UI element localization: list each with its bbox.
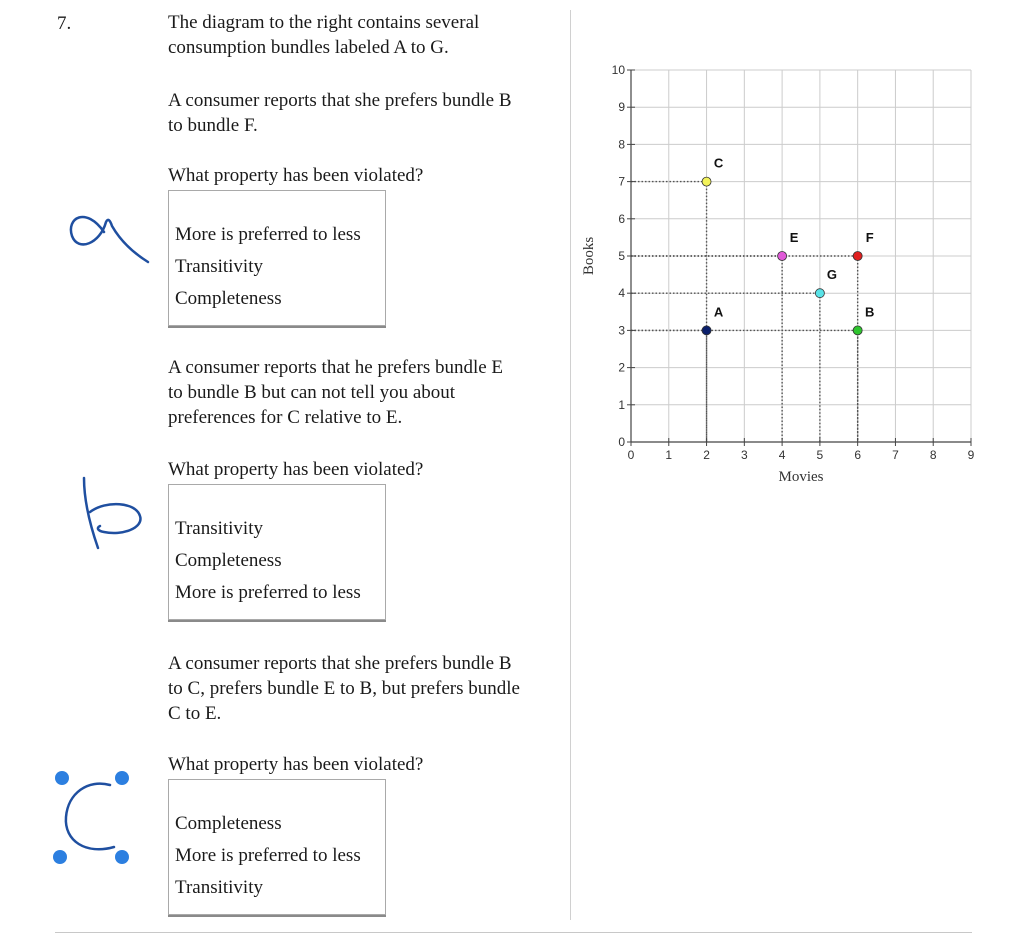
y-tick-label: 5 <box>618 249 625 263</box>
column-divider <box>570 10 571 920</box>
selection-handle[interactable] <box>115 850 129 864</box>
bottom-divider <box>55 932 972 933</box>
part-a-statement-line: to bundle F. <box>168 115 258 136</box>
handwritten-b-mark <box>70 470 160 560</box>
part-b-statement-line: preferences for C relative to E. <box>168 407 403 428</box>
x-tick-label: 0 <box>627 448 635 462</box>
y-tick-label: 3 <box>618 323 625 338</box>
part-a-statement <box>168 88 568 138</box>
chart-axes <box>612 63 975 462</box>
y-tick-label: 9 <box>618 100 625 115</box>
x-tick-label: 8 <box>929 448 937 462</box>
bundle-point-a <box>702 326 711 335</box>
y-tick-label: 4 <box>618 286 625 301</box>
bundle-label-e: E <box>789 230 799 245</box>
part-b-choice-list <box>168 484 386 620</box>
bundle-label-a: A <box>713 304 724 320</box>
selection-handle[interactable] <box>115 771 129 785</box>
part-c-prompt: What property has been violated? <box>168 754 424 775</box>
part-b-option-2[interactable]: Completeness <box>175 550 282 571</box>
part-c-statement <box>168 651 568 726</box>
x-tick-label: 6 <box>854 448 862 462</box>
bundle-point-g <box>815 289 824 298</box>
x-tick-label: 5 <box>816 448 824 462</box>
part-c-option-3[interactable]: Transitivity <box>175 877 263 898</box>
part-c-statement-line: A consumer reports that she prefers bundle B <box>168 653 512 674</box>
bundle-label-f: F <box>865 230 874 245</box>
bundle-label-c: C <box>713 155 724 171</box>
chart-grid <box>631 70 971 442</box>
intro-line-1: The diagram to the right contains several <box>168 12 480 33</box>
y-tick-label: 7 <box>618 174 625 189</box>
bundle-label-g: G <box>826 267 837 283</box>
part-b-prompt: What property has been violated? <box>168 459 424 480</box>
y-tick-label: 1 <box>618 397 625 412</box>
chart-points <box>702 156 874 335</box>
part-c-option-2[interactable]: More is preferred to less <box>175 845 361 866</box>
y-tick-label: 2 <box>618 360 625 375</box>
y-tick-label: 8 <box>618 137 625 152</box>
part-a-option-3[interactable]: Completeness <box>175 288 282 309</box>
x-tick-label: 3 <box>740 448 748 462</box>
bundle-point-c <box>702 177 711 186</box>
x-tick-label: 2 <box>703 448 710 462</box>
x-axis-label: Movies <box>778 469 824 485</box>
y-tick-label: 6 <box>618 211 625 226</box>
bundle-point-e <box>778 252 787 261</box>
x-tick-label: 4 <box>778 448 786 462</box>
question-intro <box>168 10 568 60</box>
bundle-chart <box>574 56 994 496</box>
part-a-statement-line: A consumer reports that she prefers bundle B <box>168 90 512 111</box>
bundle-point-b <box>853 326 862 335</box>
x-tick-label: 9 <box>967 448 975 462</box>
part-c-statement-line: to C, prefers bundle E to B, but prefers bundle <box>168 678 520 699</box>
question-number: 7. <box>57 13 72 34</box>
y-tick-label: 0 <box>618 435 625 449</box>
part-c-choice-list <box>168 779 386 915</box>
x-tick-label: 1 <box>665 448 673 462</box>
part-a-option-2[interactable]: Transitivity <box>175 256 263 277</box>
bundle-point-f <box>853 252 862 261</box>
handwritten-a-mark <box>60 200 155 270</box>
part-b-statement-line: to bundle B but can not tell you about <box>168 382 456 403</box>
part-b-statement <box>168 355 568 430</box>
part-b-statement-line: A consumer reports that he prefers bundle E <box>168 357 504 378</box>
handwritten-c-mark <box>48 765 138 870</box>
selection-handle[interactable] <box>53 850 67 864</box>
y-tick-label: 10 <box>611 63 625 77</box>
part-a-choice-list <box>168 190 386 326</box>
part-b-option-1[interactable]: Transitivity <box>175 518 263 539</box>
x-tick-label: 7 <box>892 448 899 462</box>
selection-handle[interactable] <box>55 771 69 785</box>
part-a-prompt: What property has been violated? <box>168 165 424 186</box>
bundle-label-b: B <box>864 304 875 320</box>
part-b-option-3[interactable]: More is preferred to less <box>175 582 361 603</box>
part-c-option-1[interactable]: Completeness <box>175 813 282 834</box>
y-axis-label: Books <box>581 236 597 276</box>
intro-line-2: consumption bundles labeled A to G. <box>168 37 449 58</box>
part-c-statement-line: C to E. <box>168 703 222 724</box>
part-a-option-1[interactable]: More is preferred to less <box>175 224 361 245</box>
